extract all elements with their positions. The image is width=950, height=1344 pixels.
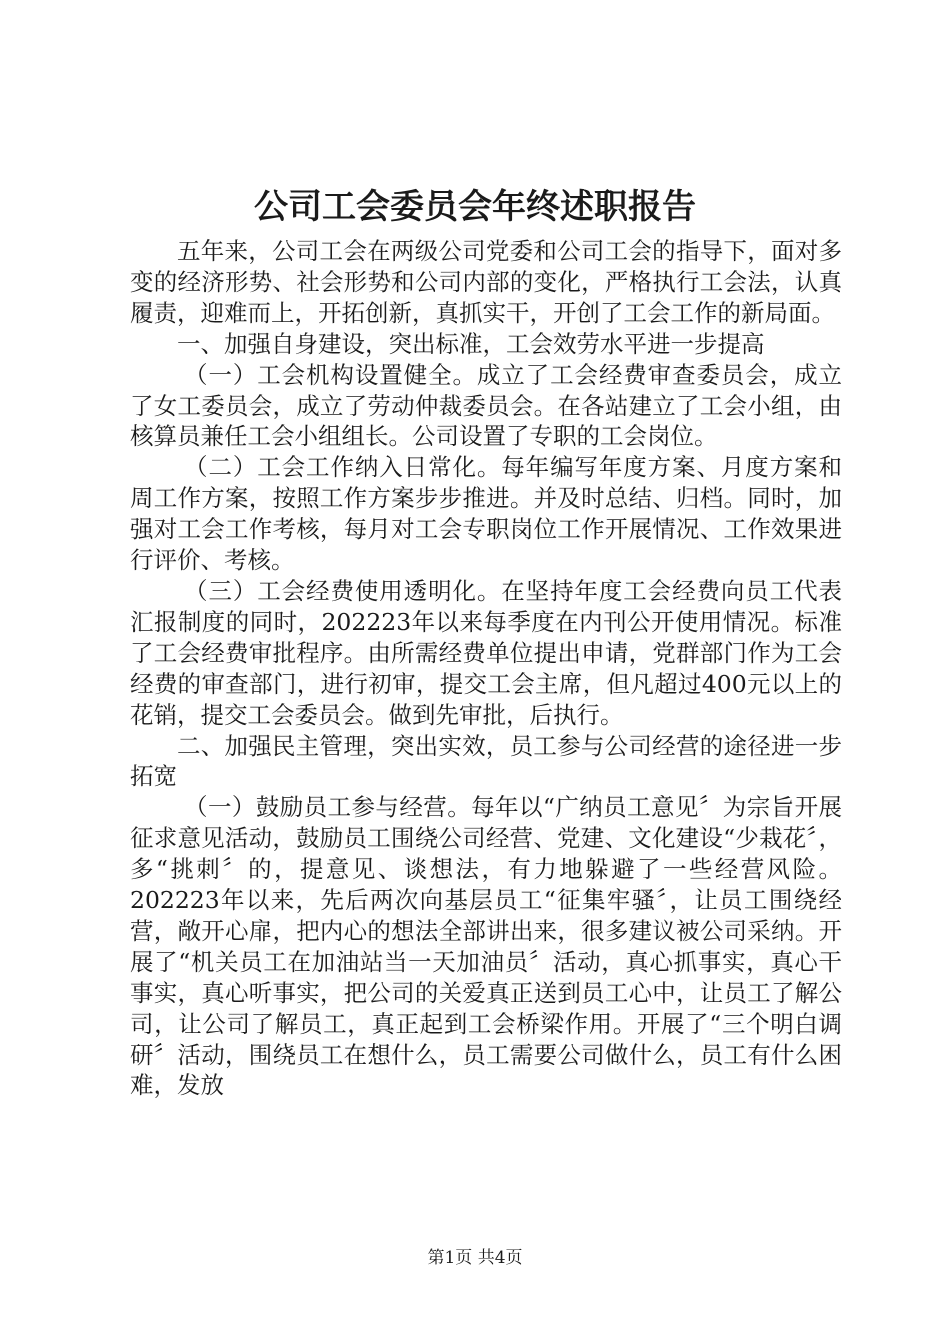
section-heading-1: 一、加强自身建设，突出标准，工会效劳水平进一步提高 (177, 329, 765, 358)
paragraph-1-2: （二）工会工作纳入日常化。每年编写年度方案、月度方案和周工作方案，按照工作方案步步推进。并及时总结、归档。同时，加强对工会工作考核，每月对工会专职岗位工作开展情况、工作效果进行评价、考核。 (130, 453, 842, 575)
paragraph-1-1: （一）工会机构设置健全。成立了工会经费审查委员会，成立了女工委员会，成立了劳动仲裁委员会。在各站建立了工会小组，由核算员兼任工会小组组长。公司设置了专职的工会岗位。 (130, 360, 842, 451)
paragraph-1-3: （三）工会经费使用透明化。在坚持年度工会经费向员工代表汇报制度的同时，202223年以来每季度在内刊公开使用情况。标准了工会经费审批程序。由所需经费单位提出申请，党群部门作为工会经费的审查部门，进行初审，提交工会主席，但凡超过400元以上的花销，提交工会委员会。做到先审批，后执行。 (130, 576, 842, 729)
paragraph-2-1: （一）鼓励员工参与经营。每年以“广纳员工意见〞为宗旨开展征求意见活动，鼓励员工围绕公司经营、党建、文化建设“少栽花〞，多“挑刺〞的，提意见、谈想法，有力地躲避了一些经营风险。202223年以来，先后两次向基层员工“征集牢骚〞，让员工围绕经营，敞开心扉，把内心的想法全部讲出来，很多建议被公司采纳。开展了“机关员工在加油站当一天加油员〞活动，真心抓事实，真心干事实，真心听事实，把公司的关爱真正送到员工心中，让员工了解公司，让公司了解员工，真正起到工会桥梁作用。开展了“三个明白调研〞活动，围绕员工在想什么，员工需要公司做什么，员工有什么困难，发放 (130, 793, 842, 1100)
document-title: 公司工会委员会年终述职报告 (254, 187, 696, 227)
document-body (130, 236, 842, 1101)
page-footer: 第1页 共4页 (427, 1248, 523, 1268)
section-heading-2: 二、加强民主管理，突出实效，员工参与公司经营的途径进一步拓宽 (130, 731, 842, 791)
paragraph-intro: 五年来，公司工会在两级公司党委和公司工会的指导下，面对多变的经济形势、社会形势和公司内部的变化，严格执行工会法，认真履责，迎难而上，开拓创新，真抓实干，开创了工会工作的新局面。 (130, 237, 842, 327)
